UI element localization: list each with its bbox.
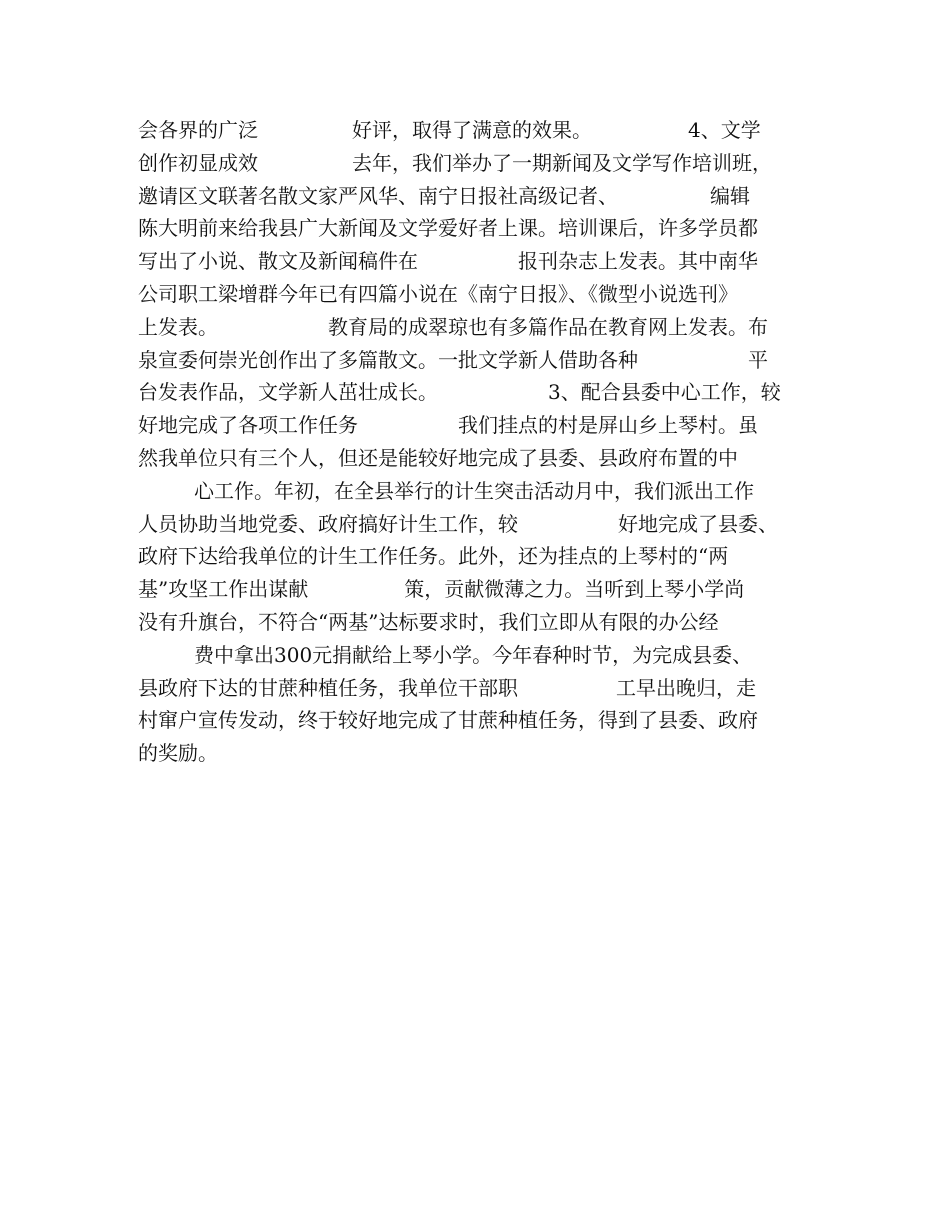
text-line-12: 心工作。年初，在全县举行的计生突击活动月中，我们派出工作 xyxy=(194,478,754,503)
text-line-19: 村窜户宣传发动，终于较好地完成了甘蔗种植任务，得到了县委、政府 xyxy=(138,708,758,733)
body-text xyxy=(138,114,818,770)
text-line-13: 人员协助当地党委、政府搞好计生工作，较 好地完成了县委、 xyxy=(138,511,778,536)
text-line-7: 上发表。 教育局的成翠琼也有多篇作品在教育网上发表。布 xyxy=(138,314,768,339)
text-line-17: 费中拿出300元捐献给上琴小学。今年春种时节，为完成县委、 xyxy=(194,642,753,667)
text-line-11: 然我单位只有三个人，但还是能较好地完成了县委、县政府布置的中 xyxy=(138,445,738,470)
text-line-14: 政府下达给我单位的计生工作任务。此外，还为挂点的上琴村的“两 xyxy=(138,544,729,569)
text-line-16: 没有升旗台，不符合“两基”达标要求时，我们立即从有限的办公经 xyxy=(138,609,719,634)
text-line-9: 台发表作品，文学新人茁壮成长。 3、配合县委中心工作，较 xyxy=(138,380,781,405)
text-line-10: 好地完成了各项工作任务 我们挂点的村是屏山乡上琴村。虽 xyxy=(138,413,758,438)
text-line-4: 陈大明前来给我县广大新闻及文学爱好者上课。培训课后，许多学员都 xyxy=(138,216,758,241)
text-line-3: 邀请区文联著名散文家严风华、南宁日报社高级记者、 编辑 xyxy=(138,183,750,208)
text-line-20: 的奖励。 xyxy=(138,741,218,766)
text-line-5: 写出了小说、散文及新闻稿件在 报刊杂志上发表。其中南华 xyxy=(138,249,758,274)
text-line-15: 基”攻坚工作出谋献 策，贡献微薄之力。当听到上琴小学尚 xyxy=(138,577,745,602)
text-line-1: 会各界的广泛 好评，取得了满意的效果。 4、文学 xyxy=(138,118,761,142)
text-line-18: 县政府下达的甘蔗种植任务，我单位干部职 工早出晚归，走 xyxy=(138,675,756,700)
text-line-2: 创作初显成效 去年，我们举办了一期新闻及文学写作培训班， xyxy=(138,150,772,175)
text-line-8: 泉宣委何崇光创作出了多篇散文。一批文学新人借助各种 平 xyxy=(138,347,768,372)
text-line-6: 公司职工梁增群今年已有四篇小说在《南宁日报》、《微型小说选刊》 xyxy=(138,281,738,306)
